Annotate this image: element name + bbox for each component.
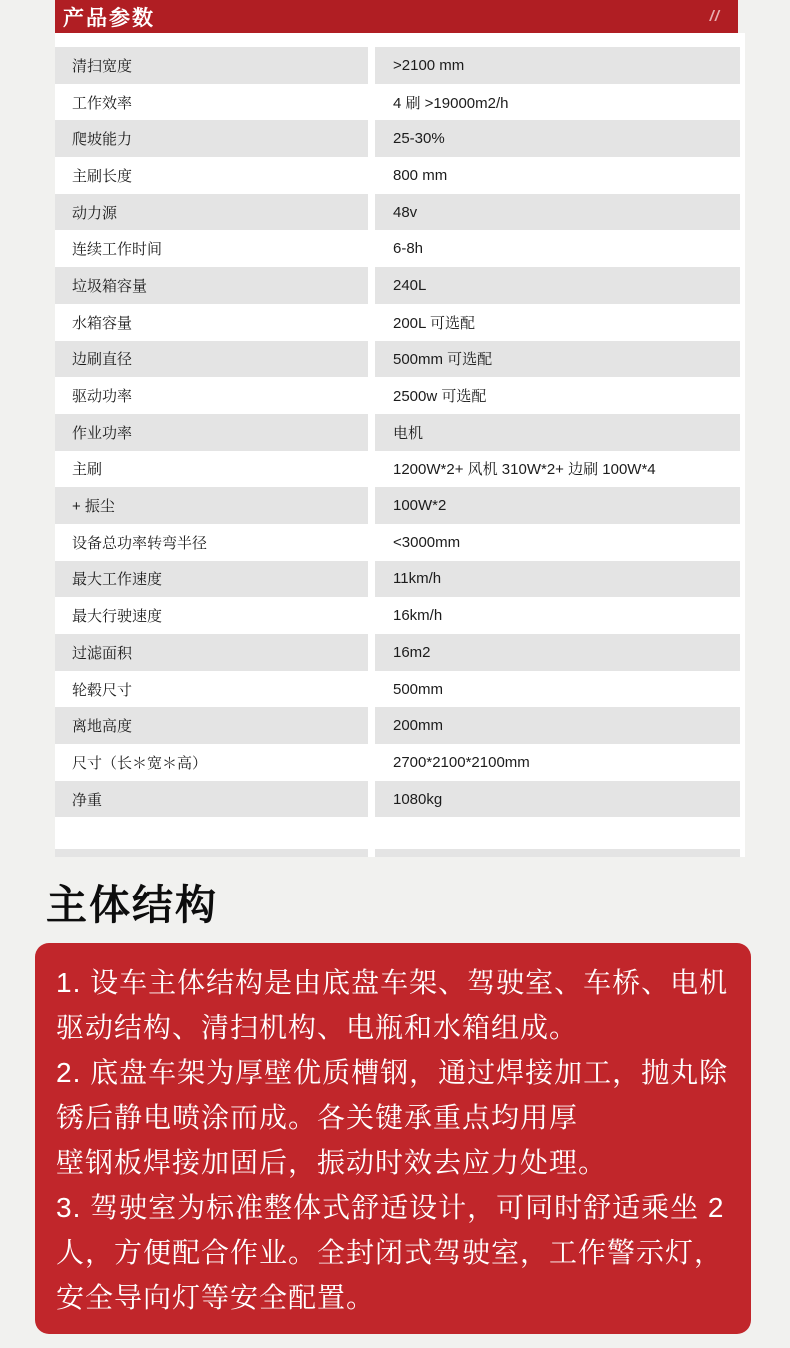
description-line: 驱动结构、清扫机构、电瓶和水箱组成。	[56, 1012, 579, 1043]
spec-value: 240L	[375, 267, 740, 304]
spec-label: 最大工作速度	[55, 561, 368, 598]
column-gap	[368, 194, 375, 231]
spec-table	[55, 33, 745, 857]
table-row	[55, 341, 740, 378]
description-line: 壁钢板焊接加固后，振动时效去应力处理。	[56, 1147, 608, 1178]
spec-value: 200L 可选配	[393, 314, 475, 332]
table-row	[55, 230, 740, 267]
spec-value: 电机	[375, 414, 740, 451]
spec-label: 驱动功率	[72, 388, 133, 406]
column-gap	[368, 781, 375, 818]
spec-label: 离地高度	[55, 707, 368, 744]
table-row	[55, 377, 740, 414]
spec-value: 2700*2100*2100mm	[393, 753, 530, 771]
spec-value: <3000mm	[393, 533, 461, 551]
table-row	[55, 744, 740, 781]
table-row	[55, 267, 740, 304]
table-row	[55, 781, 740, 818]
table-row	[55, 707, 740, 744]
column-gap	[368, 524, 375, 561]
spec-value: 25-30%	[375, 120, 740, 157]
spec-label: 尺寸（长＊宽＊高）	[72, 754, 208, 772]
description-line: 3. 驾驶室为标准整体式舒适设计，可同时舒适乘坐 2	[56, 1192, 725, 1223]
description-line: 安全导向灯等安全配置。	[56, 1282, 376, 1313]
spec-label: 爬坡能力	[55, 120, 368, 157]
spec-label: 过滤面积	[55, 634, 368, 671]
description-line: 人，方便配合作业。全封闭式驾驶室，工作警示灯，	[56, 1237, 724, 1268]
column-gap	[368, 744, 375, 781]
table-row	[55, 304, 740, 341]
column-gap	[368, 634, 375, 671]
spec-value: 48v	[375, 194, 740, 231]
partial-cell	[375, 849, 740, 857]
spec-value: 2500w 可选配	[393, 388, 487, 406]
description-line: 2. 底盘车架为厚壁优质槽钢，通过焊接加工，抛丸除	[56, 1057, 729, 1088]
spec-value: 200mm	[375, 707, 740, 744]
table-row	[55, 597, 740, 634]
column-gap	[368, 304, 375, 341]
spec-value: 1200W*2+ 风机 310W*2+ 边刷 100W*4	[393, 461, 656, 479]
column-gap	[368, 157, 375, 194]
spec-value: 500mm	[393, 680, 444, 698]
table-row	[55, 84, 740, 121]
table-row	[55, 157, 740, 194]
table-row	[55, 194, 740, 231]
column-gap	[368, 597, 375, 634]
column-gap	[368, 849, 375, 857]
column-gap	[368, 230, 375, 267]
spec-value: 4 刷 >19000m2/h	[393, 94, 509, 112]
structure-description-panel	[35, 943, 751, 1334]
spec-value: 6-8h	[393, 240, 424, 258]
spec-label: 主刷长度	[72, 167, 133, 185]
spec-label: 垃圾箱容量	[55, 267, 368, 304]
table-partial-row	[55, 849, 740, 857]
spec-value: 16km/h	[393, 607, 443, 625]
product-params-header	[55, 0, 738, 33]
table-row	[55, 120, 740, 157]
table-empty-row	[55, 817, 740, 849]
table-row	[55, 487, 740, 524]
table-row	[55, 451, 740, 488]
spec-label: 主刷	[72, 461, 103, 479]
spec-value: 100W*2	[375, 487, 740, 524]
spec-label: 清扫宽度	[55, 47, 368, 84]
spec-label: 设备总功率转弯半径	[72, 534, 208, 552]
main-structure-heading: 主体结构	[46, 881, 218, 929]
description-line: 锈后静电喷涂而成。各关键承重点均用厚	[56, 1102, 579, 1133]
table-row	[55, 561, 740, 598]
slashes-decor-icon: //	[709, 8, 720, 25]
spec-label: 工作效率	[72, 94, 133, 112]
spec-value: >2100 mm	[375, 47, 740, 84]
column-gap	[368, 47, 375, 84]
spec-label: 连续工作时间	[72, 241, 163, 259]
spec-value: 16m2	[375, 634, 740, 671]
spec-value: 1080kg	[375, 781, 740, 818]
column-gap	[368, 561, 375, 598]
table-row	[55, 524, 740, 561]
column-gap	[368, 414, 375, 451]
partial-cell	[55, 849, 368, 857]
column-gap	[368, 707, 375, 744]
spec-label: 最大行驶速度	[72, 608, 163, 626]
table-row	[55, 634, 740, 671]
column-gap	[368, 451, 375, 488]
spec-value: 800 mm	[393, 166, 448, 184]
spec-label: 边刷直径	[55, 341, 368, 378]
column-gap	[368, 487, 375, 524]
spec-label: + 振尘	[55, 487, 368, 524]
page-title: 产品参数	[63, 6, 155, 30]
column-gap	[368, 377, 375, 414]
table-row	[55, 414, 740, 451]
spec-value: 11km/h	[375, 561, 740, 598]
spec-label: 净重	[55, 781, 368, 818]
table-row	[55, 47, 740, 84]
column-gap	[368, 267, 375, 304]
spec-label: 作业功率	[55, 414, 368, 451]
column-gap	[368, 120, 375, 157]
spec-value: 500mm 可选配	[375, 341, 740, 378]
column-gap	[368, 671, 375, 708]
column-gap	[368, 341, 375, 378]
spec-label: 水箱容量	[72, 314, 133, 332]
spec-label: 动力源	[55, 194, 368, 231]
table-row	[55, 671, 740, 708]
spec-label: 轮毂尺寸	[72, 681, 133, 699]
column-gap	[368, 84, 375, 121]
description-line: 1. 设车主体结构是由底盘车架、驾驶室、车桥、电机	[56, 967, 729, 998]
